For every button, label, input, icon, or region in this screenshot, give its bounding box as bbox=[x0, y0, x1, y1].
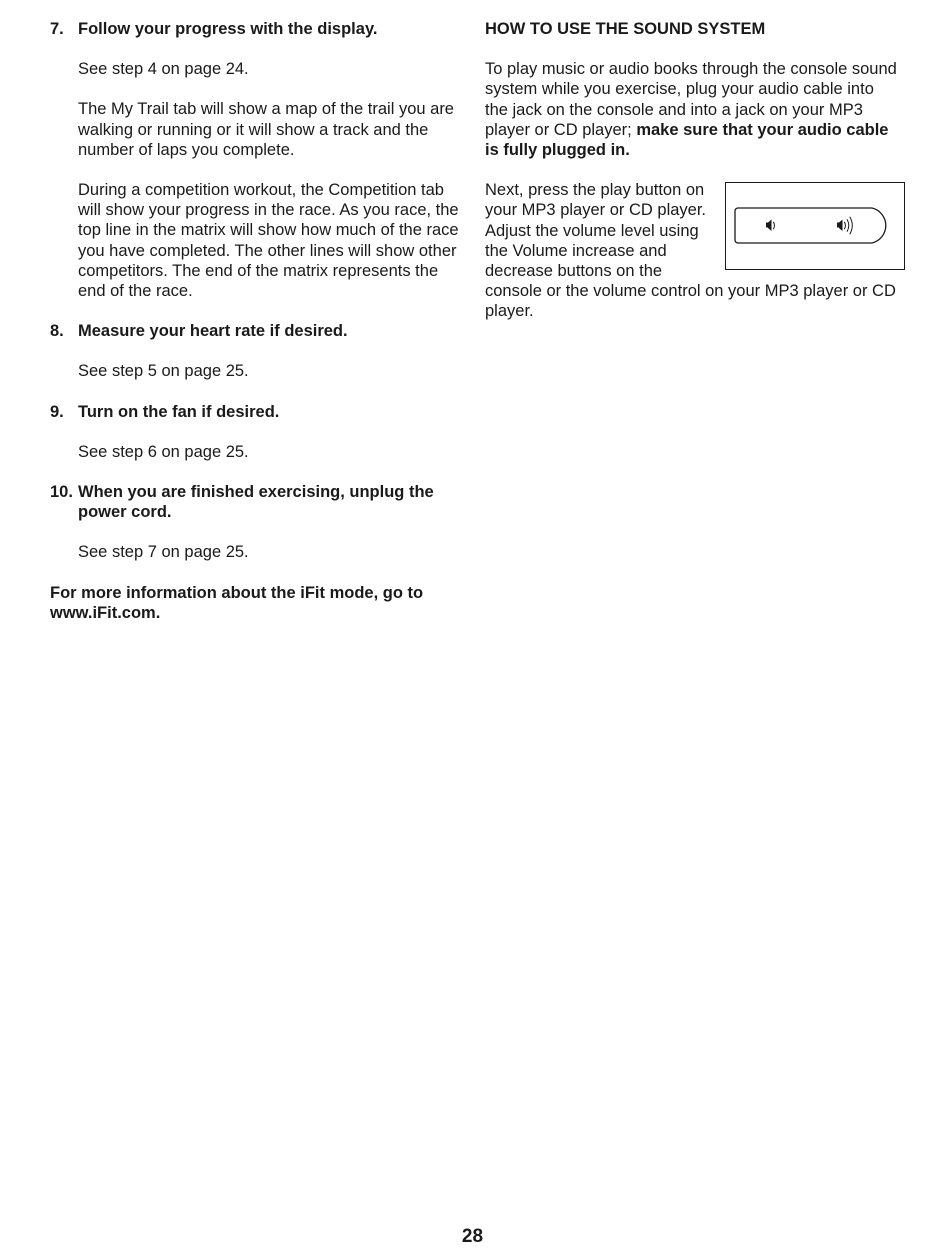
volume-low-icon bbox=[766, 220, 774, 232]
step-heading: When you are finished exercising, unplug the power cord. bbox=[78, 483, 434, 522]
page-number: 28 bbox=[461, 1226, 484, 1247]
volume-high-icon bbox=[837, 217, 852, 234]
step-paragraph: See step 6 on page 25. bbox=[78, 442, 249, 461]
left-column bbox=[50, 19, 470, 623]
intro-warning: make sure that your audio cable is fully plugged in. bbox=[485, 120, 889, 160]
step-paragraph: The My Trail tab will show a map of the trail you are walking or running or it will show a track and the number of laps you complete. bbox=[78, 100, 454, 159]
step-7 bbox=[50, 19, 470, 301]
step-heading: Measure your heart rate if desired. bbox=[78, 322, 348, 341]
step-9 bbox=[50, 402, 470, 462]
section-title: HOW TO USE THE SOUND SYSTEM bbox=[485, 20, 766, 38]
step-8 bbox=[50, 321, 470, 381]
step-number: 9. bbox=[50, 402, 64, 421]
step-paragraph: During a competition workout, the Competition tab will show your progress in the race. As you race, the top line in the matrix will show how much of the race you have completed. The other lines will show other competitors. The end of the matrix represents the end of the race. bbox=[78, 181, 459, 301]
step-number: 7. bbox=[50, 20, 64, 38]
instructions-text: Next, press the play button on your MP3 player or CD player. Adjust the volume level using the Volume increase and decrease buttons on the console or the volume control on your MP3 player or CD player. bbox=[485, 181, 896, 321]
step-10 bbox=[50, 482, 470, 563]
step-paragraph: See step 7 on page 25. bbox=[78, 543, 249, 562]
illustration-frame bbox=[725, 182, 905, 270]
sound-system-instructions bbox=[485, 180, 900, 321]
intro-text: To play music or audio books through the console sound system while you exercise, plug your audio cable into the jack on the console and into a jack on your MP3 player or CD player; bbox=[485, 60, 897, 139]
right-column bbox=[485, 19, 900, 322]
ifit-info-note: For more information about the iFit mode, go to www.iFit.com. bbox=[50, 583, 424, 622]
step-heading: Follow your progress with the display. bbox=[78, 20, 378, 38]
step-heading: Turn on the fan if desired. bbox=[78, 402, 280, 421]
sound-system-intro bbox=[485, 59, 900, 160]
step-number: 10. bbox=[50, 483, 73, 502]
volume-button-panel bbox=[734, 207, 892, 245]
step-paragraph: See step 5 on page 25. bbox=[78, 362, 249, 381]
step-paragraph: See step 4 on page 24. bbox=[78, 60, 249, 79]
step-number: 8. bbox=[50, 322, 64, 341]
console-illustration bbox=[725, 182, 905, 270]
